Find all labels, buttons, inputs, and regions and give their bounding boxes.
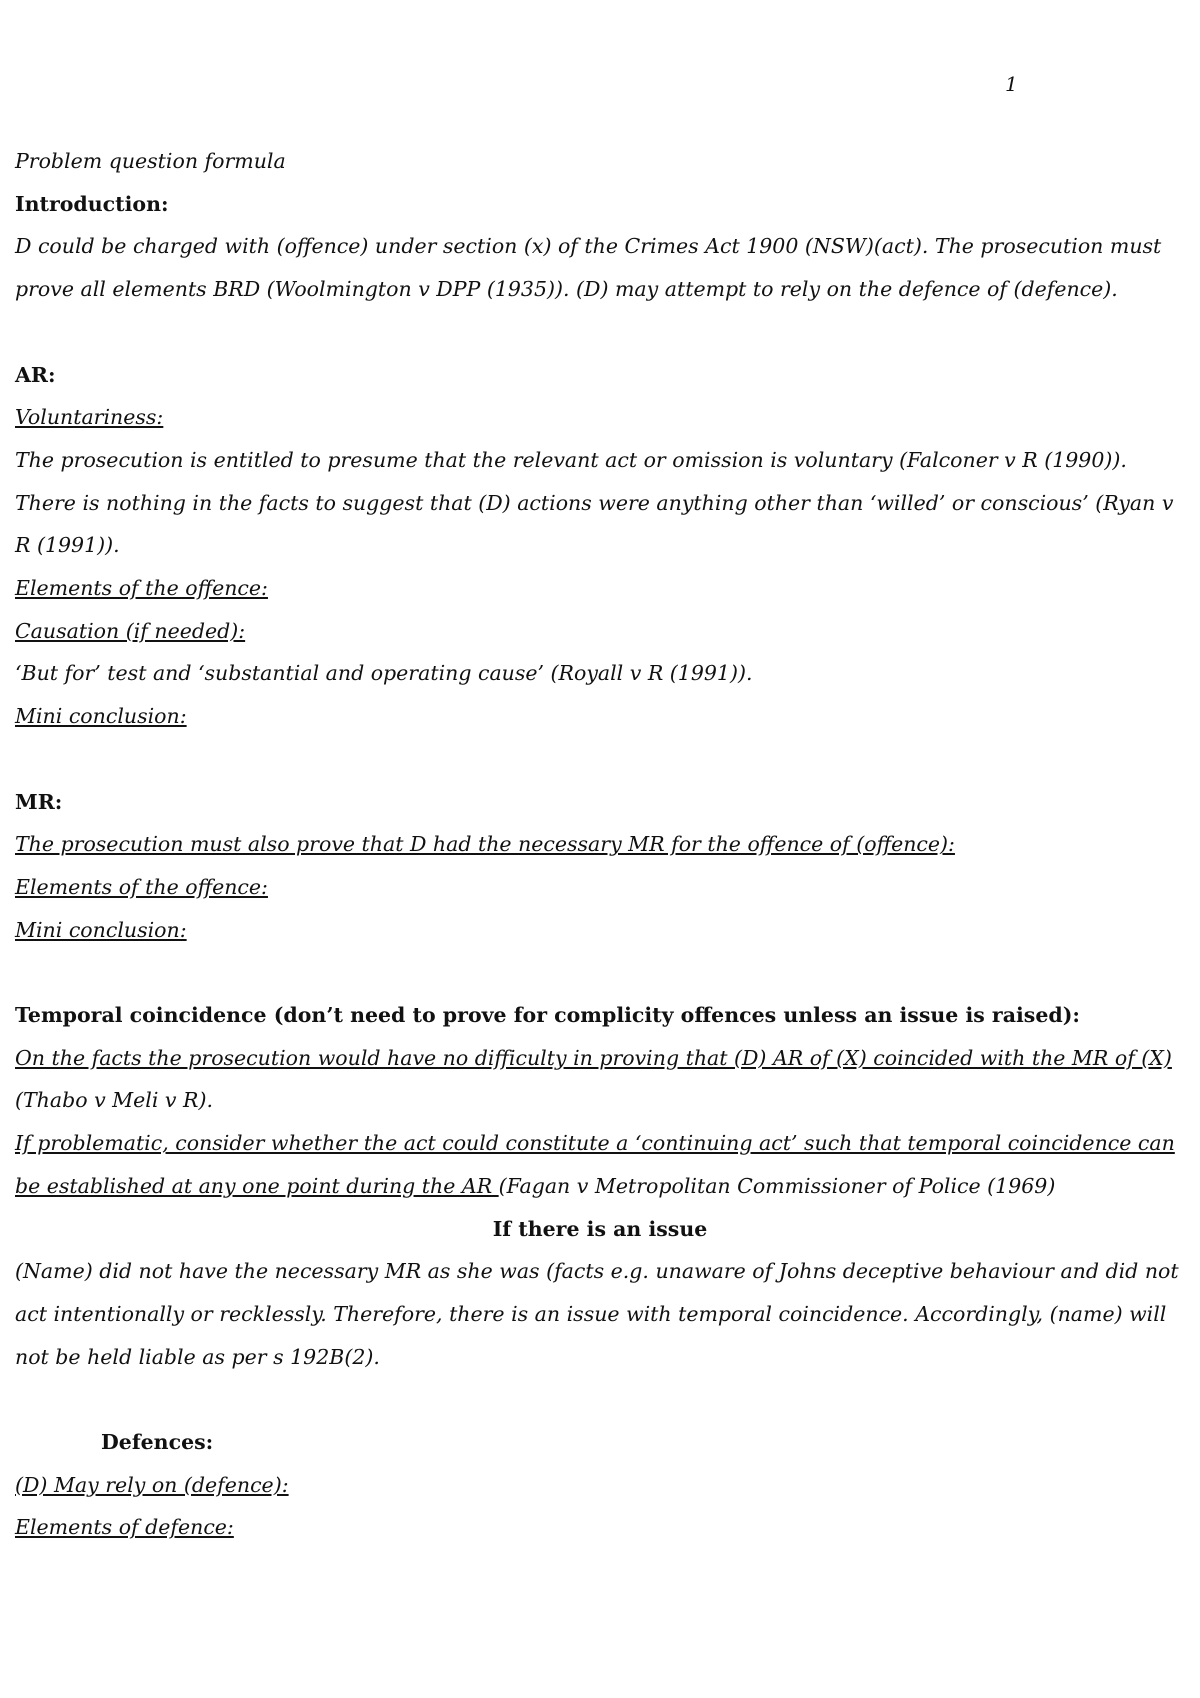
defence-rely-label: (D) May rely on (defence):: [15, 1472, 289, 1497]
mr-elements-label: Elements of the offence:: [15, 874, 268, 899]
spacer: [15, 1378, 1185, 1421]
issue-text: (Name) did not have the necessary MR as she was (facts e.g. unaware of Johns deceptive behaviour and did not act intentionally or recklessly. Therefore, there is an issue with temporal coincidence. Accordingly, (name) will not be held liable as per s 192B(2).: [15, 1259, 1179, 1369]
defences-heading: Defences:: [101, 1430, 214, 1455]
spacer: [15, 951, 1185, 994]
issue-heading: If there is an issue: [492, 1216, 708, 1241]
spacer: [15, 738, 1185, 781]
mr-mini-conclusion-label: Mini conclusion:: [15, 917, 187, 942]
temporal-problematic-citation: (Fagan v Metropolitan Commissioner of Police (1969): [498, 1173, 1056, 1198]
temporal-problematic: [15, 1122, 1185, 1207]
page-number: 1: [1005, 72, 1018, 96]
ar-heading: AR:: [15, 362, 56, 387]
introduction-text: D could be charged with (offence) under section (x) of the Crimes Act 1900 (NSW)(act). The prosecution must prove all elements BRD (Woolmington v DPP (1935)). (D) may attempt to rely on the defence of (defence).: [15, 234, 1162, 302]
voluntariness-text: The prosecution is entitled to presume that the relevant act or omission is voluntary (Falconer v R (1990)). There is nothing in the facts to suggest that (D) actions were anything other than ‘willed’ or conscious’ (Ryan v R (1991)).: [15, 447, 1174, 558]
temporal-text: [15, 1037, 1185, 1122]
temporal-text-citation: (Thabo v Meli v R).: [15, 1088, 213, 1113]
temporal-text-underlined: On the facts the prosecution would have no difficulty in proving that (D) AR of (X) coincided with the MR of (X): [15, 1045, 1172, 1070]
temporal-heading: Temporal coincidence (don’t need to prove for complicity offences unless an issue is raised):: [15, 1003, 1080, 1028]
ar-mini-conclusion-label: Mini conclusion:: [15, 704, 187, 729]
document-body: [15, 140, 1185, 1549]
mr-heading: MR:: [15, 789, 63, 814]
mr-intro-text: The prosecution must also prove that D had the necessary MR for the offence of (offence):: [15, 832, 955, 857]
ar-elements-label: Elements of the offence:: [15, 576, 268, 601]
spacer: [15, 311, 1185, 354]
voluntariness-label: Voluntariness:: [15, 405, 164, 430]
temporal-problematic-underlined: If problematic, consider whether the act could constitute a ‘continuing act’ such that temporal coincidence can be established at any one point during the AR: [15, 1131, 1175, 1198]
document-title: Problem question formula: [15, 149, 286, 173]
causation-text: ‘But for’ test and ‘substantial and operating cause’ (Royall v R (1991)).: [15, 661, 753, 686]
defence-elements-label: Elements of defence:: [15, 1515, 234, 1540]
introduction-heading: Introduction:: [15, 191, 169, 216]
causation-label: Causation (if needed):: [15, 618, 246, 643]
